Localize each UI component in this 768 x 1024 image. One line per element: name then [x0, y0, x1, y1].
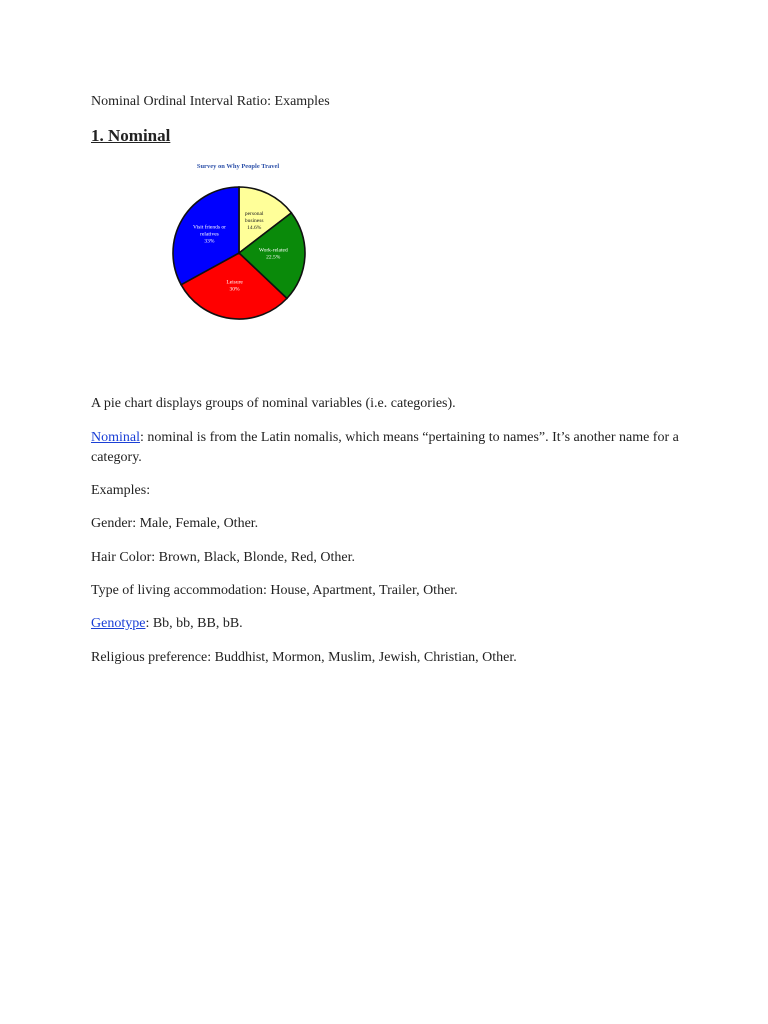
genotype-link[interactable]: Genotype [91, 616, 146, 631]
document-title: Nominal Ordinal Interval Ratio: Examples [91, 94, 330, 109]
section-heading-nominal: 1. Nominal [91, 126, 171, 145]
chart-title: Survey on Why People Travel [196, 163, 280, 170]
pie-chart-figure [160, 156, 360, 336]
pie-caption: A pie chart displays groups of nominal variables (i.e. categories). [91, 396, 456, 411]
nominal-definition-text: : nominal is from the Latin nomalis, which means “pertaining to names”. It’s another name for a category. [91, 430, 679, 465]
pie-chart [160, 156, 360, 336]
example-hair-color: Hair Color: Brown, Black, Blonde, Red, Other. [91, 550, 356, 565]
example-gender: Gender: Male, Female, Other. [91, 516, 259, 531]
genotype-example [91, 614, 681, 634]
nominal-definition [91, 428, 681, 468]
pie-slice-label: Leisure 30% [226, 279, 243, 293]
pie-slice-label: Work-related 22.5% [258, 247, 288, 261]
genotype-example-text: : Bb, bb, BB, bB. [145, 616, 243, 631]
pie-slice-label: Visit friends or relatives 33% [192, 224, 226, 245]
examples-label: Examples: [91, 483, 151, 498]
nominal-link[interactable]: Nominal [91, 430, 140, 445]
example-religious-preference: Religious preference: Buddhist, Mormon, Muslim, Jewish, Christian, Other. [91, 650, 517, 665]
example-living-accommodation: Type of living accommodation: House, Apartment, Trailer, Other. [91, 583, 458, 598]
pie-slice-label: personal business 14.6% [244, 211, 264, 232]
